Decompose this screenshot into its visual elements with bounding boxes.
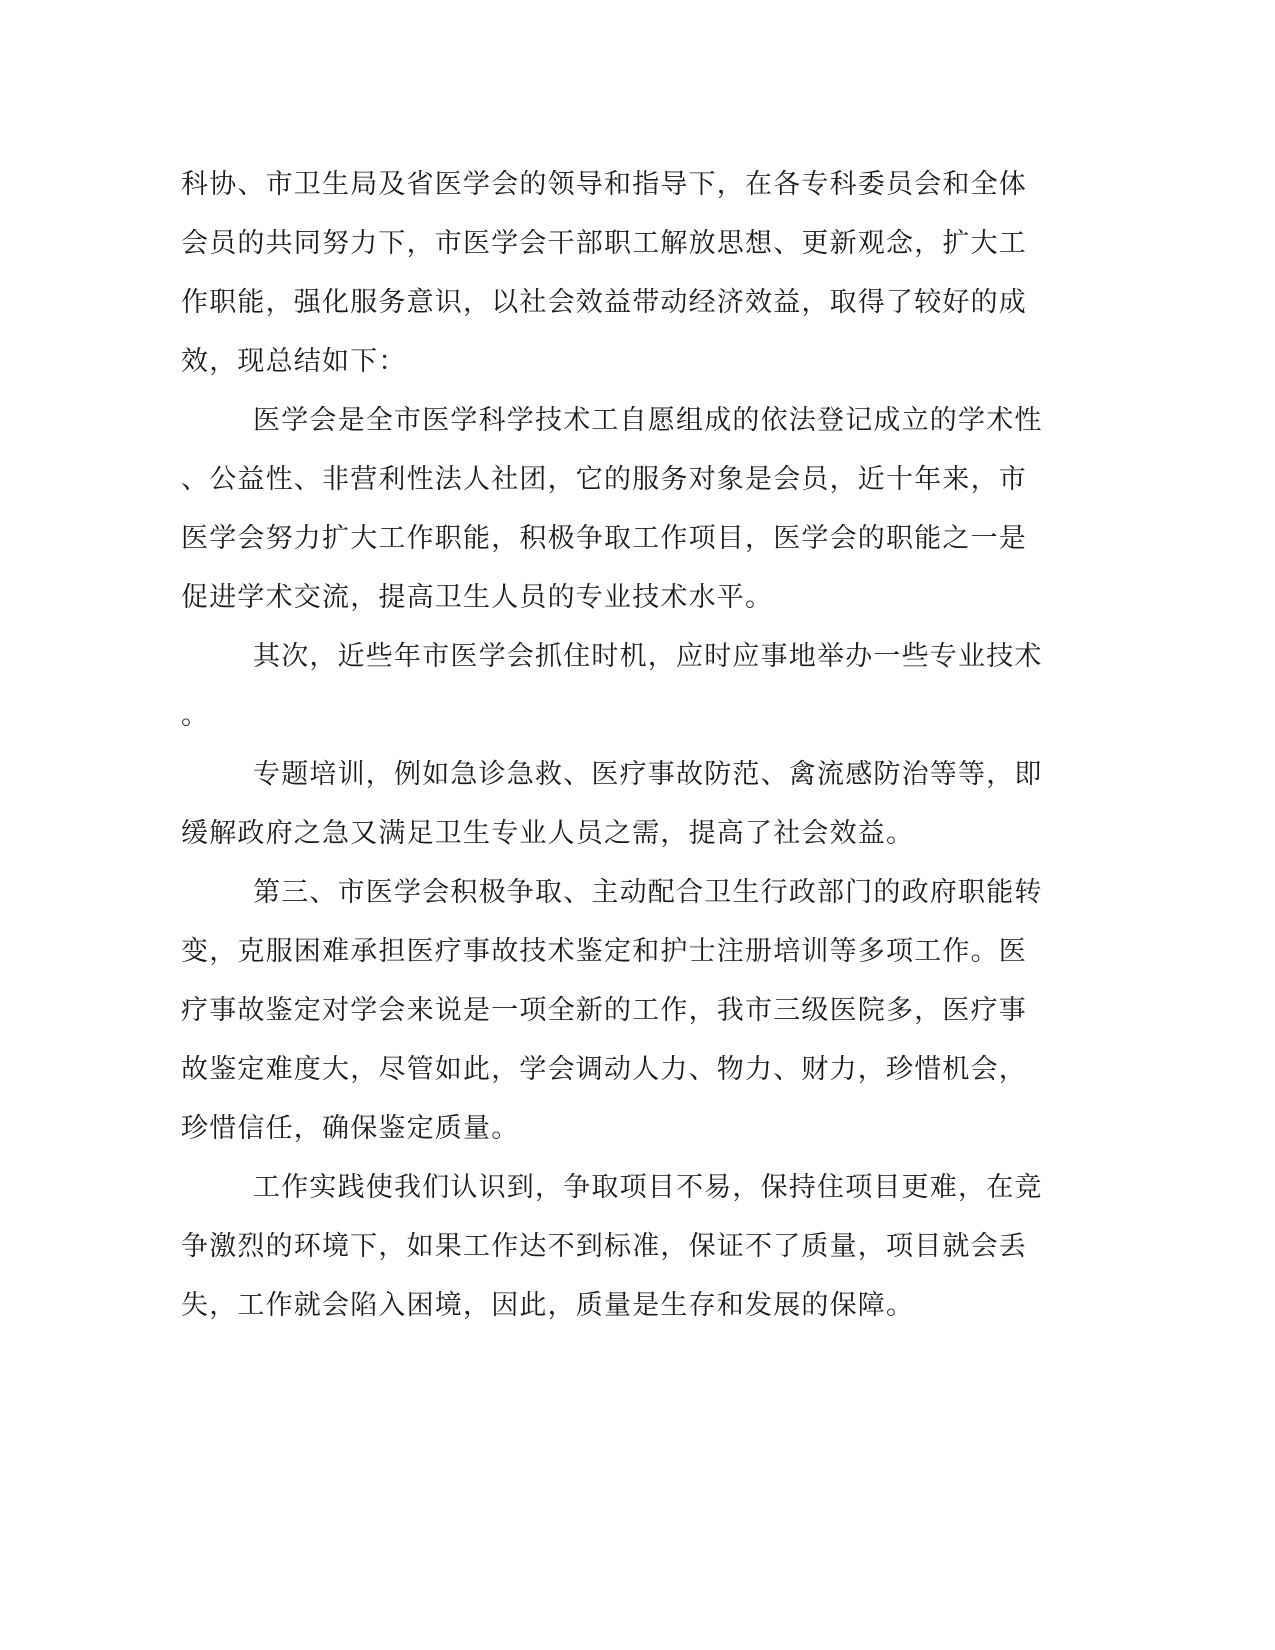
paragraph-6 bbox=[181, 1158, 1043, 1335]
text-line: 缓解政府之急又满足卫生专业人员之需，提高了社会效益。 bbox=[181, 818, 915, 849]
text-line: 第三、市医学会积极争取、主动配合卫生行政部门的政府职能转 bbox=[253, 877, 1043, 908]
paragraph-4 bbox=[181, 745, 1043, 863]
text-line: 会员的共同努力下，市医学会干部职工解放思想、更新观念，扩大工 bbox=[181, 228, 1027, 259]
text-line: 专题培训，例如急诊急救、医疗事故防范、禽流感防治等等，即 bbox=[253, 759, 1043, 790]
text-line: 。 bbox=[181, 700, 210, 731]
text-line: 变，克服困难承担医疗事故技术鉴定和护士注册培训等多项工作。医 bbox=[181, 936, 1027, 967]
text-line: 其次，近些年市医学会抓住时机，应时应事地举办一些专业技术 bbox=[253, 641, 1043, 672]
paragraph-2 bbox=[181, 391, 1043, 627]
text-line: 工作实践使我们认识到，争取项目不易，保持住项目更难，在竞 bbox=[253, 1172, 1043, 1203]
text-line: 、公益性、非营利性法人社团，它的服务对象是会员，近十年来，市 bbox=[181, 464, 1027, 495]
paragraph-1 bbox=[181, 155, 1031, 391]
text-line: 医学会是全市医学科学技术工自愿组成的依法登记成立的学术性 bbox=[253, 405, 1043, 436]
text-line: 珍惜信任，确保鉴定质量。 bbox=[181, 1113, 520, 1144]
text-line: 科协、市卫生局及省医学会的领导和指导下，在各专科委员会和全体 bbox=[181, 169, 1027, 200]
text-line: 医学会努力扩大工作职能，积极争取工作项目，医学会的职能之一是 bbox=[181, 523, 1027, 554]
text-line: 作职能，强化服务意识，以社会效益带动经济效益，取得了较好的成 bbox=[181, 287, 1027, 318]
paragraph-3 bbox=[181, 627, 1043, 745]
text-line: 故鉴定难度大，尽管如此，学会调动人力、物力、财力，珍惜机会， bbox=[181, 1054, 1027, 1085]
text-line: 疗事故鉴定对学会来说是一项全新的工作，我市三级医院多，医疗事 bbox=[181, 995, 1027, 1026]
text-line: 效，现总结如下： bbox=[181, 346, 407, 377]
document-body bbox=[181, 155, 1043, 1335]
text-line: 争激烈的环境下，如果工作达不到标准，保证不了质量，项目就会丢 bbox=[181, 1231, 1027, 1262]
text-line: 失，工作就会陷入困境，因此，质量是生存和发展的保障。 bbox=[181, 1290, 915, 1321]
paragraph-5 bbox=[181, 863, 1043, 1158]
text-line: 促进学术交流，提高卫生人员的专业技术水平。 bbox=[181, 582, 774, 613]
